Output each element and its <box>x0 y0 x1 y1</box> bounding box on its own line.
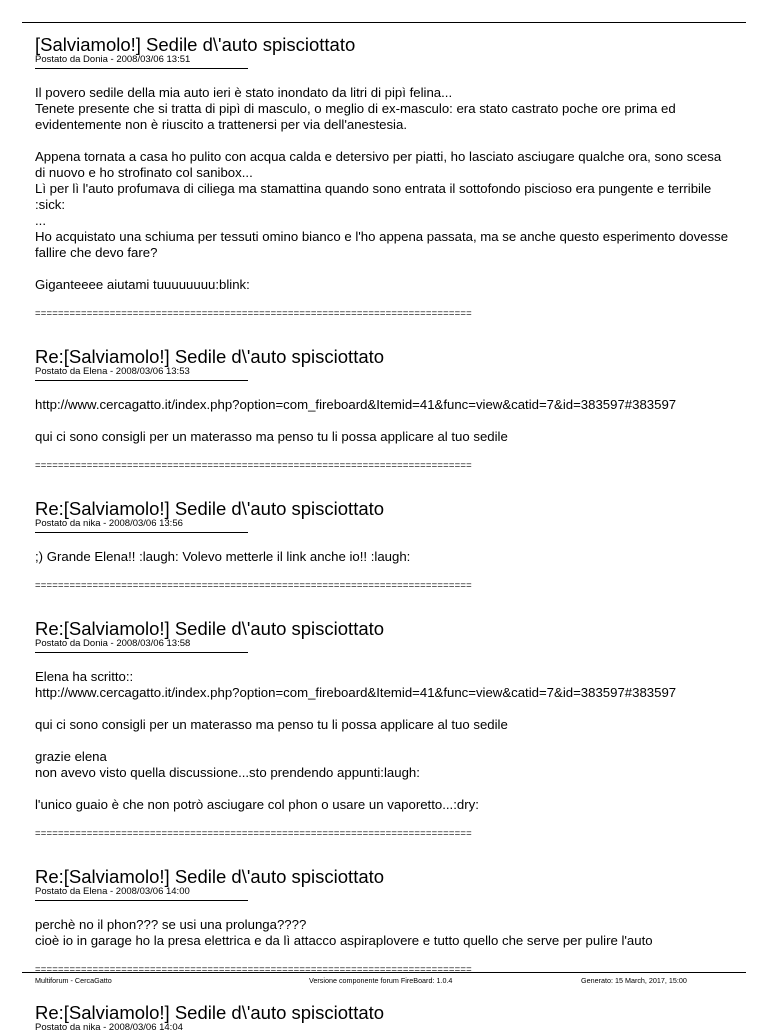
footer-generated: Generato: 15 March, 2017, 15:00 <box>581 976 687 985</box>
footer-site-name: Multiforum - CercaGatto <box>35 976 112 985</box>
post-paragraph: Il povero sedile della mia auto ieri è stato inondato da litri di pipì felina... Tenete presente che si tratta di pipì di masculo, o meglio di ex-masculo: era stato castrato poche ore prima ed evidentemente non è riuscito a trattenersi per via dell'anestesia. <box>35 85 676 132</box>
post-title: Re:[Salviamolo!] Sedile d\'auto spisciottato <box>35 346 385 367</box>
post-meta: Postato da Donia - 2008/03/06 13:51 <box>35 54 191 65</box>
post-meta: Postato da nika - 2008/03/06 14:04 <box>35 1022 183 1033</box>
post <box>35 499 735 591</box>
post-separator: ============================================================================ <box>35 309 472 319</box>
post-meta: Postato da Donia - 2008/03/06 13:58 <box>35 638 191 649</box>
post-body <box>35 669 735 813</box>
forum-thread <box>35 35 735 1033</box>
post <box>35 1003 735 1033</box>
footer-version: Versione componente forum FireBoard: 1.0.4 <box>309 976 453 985</box>
post-paragraph: perchè no il phon??? se usi una prolunga???? cioè io in garage ho la presa elettrica e da lì attacco aspiraplovere e tutto quello che serve per pulire l'auto <box>35 917 653 948</box>
post-paragraph: qui ci sono consigli per un materasso ma penso tu li possa applicare al tuo sedile <box>35 717 508 732</box>
post-link[interactable]: http://www.cercagatto.it/index.php?option=com_fireboard&Itemid=41&func=view&catid=7&id=383597#383597 <box>35 397 677 412</box>
meta-rule <box>35 380 248 381</box>
post-body <box>35 85 735 293</box>
post-title: Re:[Salviamolo!] Sedile d\'auto spisciottato <box>35 498 385 519</box>
post <box>35 35 735 319</box>
footer-rule <box>22 972 746 973</box>
post-paragraph: ;) Grande Elena!! :laugh: Volevo metterle il link anche io!! :laugh: <box>35 549 411 564</box>
meta-rule <box>35 900 248 901</box>
post-separator: ============================================================================ <box>35 965 472 975</box>
meta-rule <box>35 532 248 533</box>
post-meta: Postato da Elena - 2008/03/06 14:00 <box>35 886 190 897</box>
post-body <box>35 917 735 949</box>
post-title: Re:[Salviamolo!] Sedile d\'auto spisciottato <box>35 618 385 639</box>
page-footer <box>35 976 735 986</box>
post-paragraph: Appena tornata a casa ho pulito con acqua calda e detersivo per piatti, ho lasciato asciugare qualche ora, sono scesa di nuovo e ho strofinato col sanibox... Lì per lì l'auto profumava di ciliega ma stamattina quando sono entrata il sottofondo piscioso era pungente e terribile :sick: ... Ho acquistato una schiuma per tessuti omino bianco e l'ho appena passata, ma se anche questo esperimento dovesse fallire che devo fare? <box>35 149 729 260</box>
post-meta: Postato da nika - 2008/03/06 13:56 <box>35 518 183 529</box>
post-title: Re:[Salviamolo!] Sedile d\'auto spisciottato <box>35 866 385 887</box>
post <box>35 347 735 471</box>
meta-rule <box>35 652 248 653</box>
post <box>35 619 735 839</box>
post-paragraph: qui ci sono consigli per un materasso ma penso tu li possa applicare al tuo sedile <box>35 429 508 444</box>
post-separator: ============================================================================ <box>35 581 472 591</box>
post-meta: Postato da Elena - 2008/03/06 13:53 <box>35 366 190 377</box>
post-paragraph: grazie elena non avevo visto quella discussione...sto prendendo appunti:laugh: <box>35 749 420 780</box>
post-body <box>35 549 735 565</box>
post <box>35 867 735 975</box>
post-quote: Elena ha scritto:: http://www.cercagatto.it/index.php?option=com_fireboard&Itemid=41&func=view&catid=7&id=383597#383597 <box>35 669 677 700</box>
top-rule <box>22 22 746 23</box>
post-separator: ============================================================================ <box>35 461 472 471</box>
post-title: Re:[Salviamolo!] Sedile d\'auto spisciottato <box>35 1002 385 1023</box>
post-title: [Salviamolo!] Sedile d\'auto spisciottato <box>35 34 356 55</box>
post-paragraph: l'unico guaio è che non potrò asciugare col phon o usare un vaporetto...:dry: <box>35 797 479 812</box>
post-paragraph: Giganteeee aiutami tuuuuuuuu:blink: <box>35 277 250 292</box>
post-body <box>35 397 735 445</box>
meta-rule <box>35 68 248 69</box>
post-separator: ============================================================================ <box>35 829 472 839</box>
